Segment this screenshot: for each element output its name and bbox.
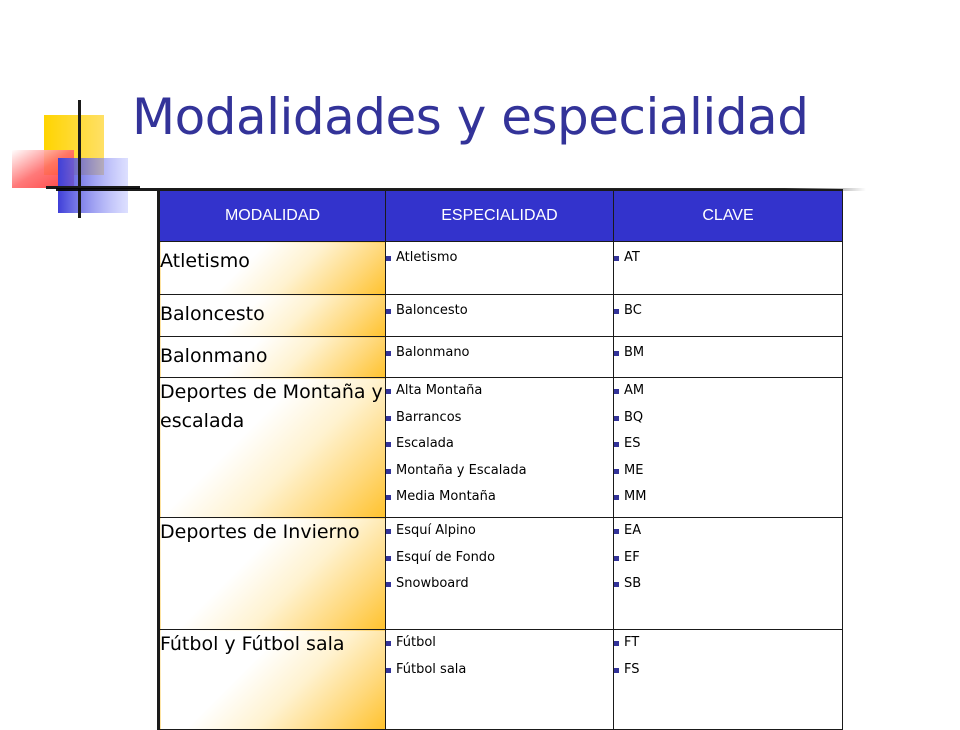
clave-cell [614, 378, 843, 518]
header-especialidad: ESPECIALIDAD [386, 190, 614, 242]
list-item: Snowboard [386, 571, 613, 598]
list-item: Atletismo [386, 245, 613, 272]
list-item: EA [614, 518, 842, 545]
list-item: Fútbol [386, 630, 613, 657]
list-item: Media Montaña [386, 484, 613, 511]
table-header-row [159, 190, 843, 242]
list-item: Esquí de Fondo [386, 545, 613, 572]
list-item: Montaña y Escalada [386, 458, 613, 485]
table-row [159, 242, 843, 295]
list-item: Baloncesto [386, 298, 613, 325]
clave-cell [614, 337, 843, 378]
table-row [159, 378, 843, 518]
clave-cell [614, 630, 843, 730]
list-item: Esquí Alpino [386, 518, 613, 545]
list-item: AM [614, 378, 842, 405]
especialidad-cell [386, 242, 614, 295]
table-row [159, 518, 843, 630]
list-item: Fútbol sala [386, 657, 613, 684]
list-item: Balonmano [386, 340, 613, 367]
list-item: BM [614, 340, 842, 367]
list-item: BQ [614, 405, 842, 432]
table-row [159, 295, 843, 337]
decorative-squares-graphic [0, 0, 140, 230]
blue-square [58, 158, 128, 213]
especialidad-cell [386, 295, 614, 337]
list-item: Barrancos [386, 405, 613, 432]
table-row [159, 630, 843, 730]
modalities-table [157, 189, 843, 730]
list-item: FT [614, 630, 842, 657]
list-item: MM [614, 484, 842, 511]
list-item: Alta Montaña [386, 378, 613, 405]
especialidad-cell [386, 518, 614, 630]
clave-cell [614, 242, 843, 295]
modalidad-cell: Deportes de Montaña y escalada [159, 378, 386, 518]
modalidad-cell: Deportes de Invierno [159, 518, 386, 630]
header-modalidad: MODALIDAD [159, 190, 386, 242]
list-item: AT [614, 245, 842, 272]
list-item: BC [614, 298, 842, 325]
list-item: EF [614, 545, 842, 572]
list-item: FS [614, 657, 842, 684]
list-item: ES [614, 431, 842, 458]
vertical-line [78, 100, 81, 218]
modalidad-cell: Balonmano [159, 337, 386, 378]
list-item: Escalada [386, 431, 613, 458]
slide-title: Modalidades y especialidad [132, 88, 809, 146]
especialidad-cell [386, 378, 614, 518]
list-item: ME [614, 458, 842, 485]
especialidad-cell [386, 630, 614, 730]
especialidad-cell [386, 337, 614, 378]
modalidad-cell: Fútbol y Fútbol sala [159, 630, 386, 730]
modalidad-cell: Atletismo [159, 242, 386, 295]
modalidad-cell: Baloncesto [159, 295, 386, 337]
table-row [159, 337, 843, 378]
header-clave: CLAVE [614, 190, 843, 242]
list-item: SB [614, 571, 842, 598]
clave-cell [614, 295, 843, 337]
clave-cell [614, 518, 843, 630]
